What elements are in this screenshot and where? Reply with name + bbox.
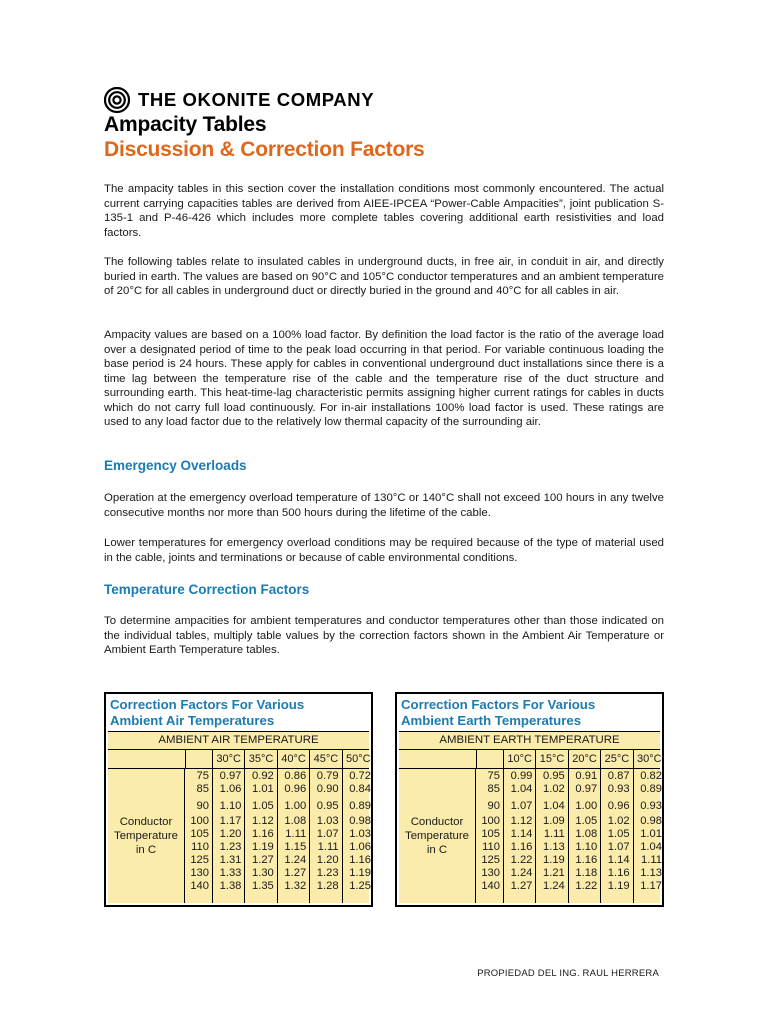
factor-cell: 1.19: [607, 880, 630, 892]
table-body: [476, 769, 660, 903]
correction-paragraph: To determine ampacities for ambient temperatures and conductor temperatures other than those indicated on the individual tables, multiply table values by the correction factors shown in the Ambient Air Temperature or Ambient Earth Temperature tables.: [104, 615, 664, 656]
factor-cell: 1.00: [575, 800, 598, 812]
factor-cell: 1.08: [284, 815, 307, 827]
factor-cell: 1.18: [575, 867, 598, 879]
conductor-temp-cell: 75: [487, 770, 500, 782]
factor-cell: 1.17: [219, 815, 242, 827]
factor-cell: 1.03: [316, 815, 339, 827]
factor-cell: 1.12: [252, 815, 274, 827]
table-title-line: Ambient Earth Temperatures: [401, 713, 582, 728]
factor-cell: 1.38: [219, 880, 242, 892]
factor-cell: 1.22: [575, 880, 598, 892]
footer-owner-text: PROPIEDAD DEL ING. RAUL HERRERA: [477, 968, 659, 979]
factor-cell: 1.10: [219, 800, 242, 812]
factor-cell: 1.16: [575, 854, 598, 866]
factor-cell: 1.14: [510, 828, 533, 840]
temperature-correction-heading: Temperature Correction Factors: [104, 582, 310, 597]
conductor-temp-cell: 75: [196, 770, 209, 782]
row-label-line: Conductor: [119, 816, 173, 828]
factor-cell: 1.04: [640, 841, 662, 853]
intro-paragraph: The ampacity tables in this section cover the installation conditions most commonly encountered. The actual current carrying capacities tables are derived from AIEE-IPCEA “Power-Cable Ampacities”, joint publication S-135-1 and P-46-426 which includes more complete tables covering additional earth resistivities and load factors.: [104, 183, 664, 239]
conductor-temp-cell: 125: [481, 854, 500, 866]
factor-cell: 1.25: [349, 880, 371, 892]
factor-cell: 1.06: [219, 783, 242, 795]
logo-text: THE OKONITE COMPANY: [138, 89, 375, 110]
row-label-line: Temperature: [405, 830, 469, 842]
conductor-temp-cell: 85: [487, 783, 500, 795]
row-label-line: Conductor: [410, 816, 464, 828]
factor-cell: 1.07: [316, 828, 339, 840]
column-header: 40°C: [277, 750, 309, 768]
column-divider: [568, 769, 569, 903]
conductor-temp-cell: 85: [196, 783, 209, 795]
column-divider: [309, 769, 310, 903]
column-divider: [277, 769, 278, 903]
factor-cell: 1.01: [640, 828, 662, 840]
factor-cell: 1.20: [219, 828, 242, 840]
factor-cell: 1.28: [316, 880, 339, 892]
factor-cell: 1.19: [252, 841, 274, 853]
conductor-temp-cell: 130: [481, 867, 500, 879]
conductor-temp-cell: 100: [190, 815, 209, 827]
table-title-line: Correction Factors For Various: [110, 697, 305, 712]
conductor-temp-cell: 140: [481, 880, 500, 892]
conductor-temp-cell: 140: [190, 880, 209, 892]
factor-cell: 1.07: [607, 841, 630, 853]
column-divider: [244, 769, 245, 903]
row-label-line: in C: [135, 844, 157, 856]
factor-cell: 1.19: [349, 867, 371, 879]
factor-cell: 1.08: [575, 828, 598, 840]
company-logo: [104, 87, 374, 113]
factor-cell: 0.86: [284, 770, 307, 782]
factor-cell: 1.11: [285, 828, 307, 840]
earth-correction-table: [395, 692, 664, 907]
column-header-spacer: [185, 750, 212, 768]
table-title-line: Correction Factors For Various: [401, 697, 596, 712]
factor-cell: 1.27: [510, 880, 533, 892]
okonite-logo-icon: [104, 87, 130, 113]
factor-cell: 1.11: [641, 854, 662, 866]
column-divider: [633, 769, 634, 903]
factor-cell: 1.00: [284, 800, 307, 812]
factor-cell: 1.24: [510, 867, 533, 879]
load-factor-paragraph: Ampacity values are based on a 100% load factor. By definition the load factor is the ratio of the average load over a designated period of time to the peak load occurring in that period. For variable continuous loading the base period is 24 hours. These apply for cables in conventional underground duct installations since there is a time lag between the temperature rise of the cable and the temperature rise of the duct structure and surrounding earth. This heat-time-lag characteristic permits assigning higher current ratings for cables in ducts which do not carry full load continuously. For in-air installations 100% load factor is used. These ratings are used to any load factor due to the relatively low thermal capacity of the surrounding air.: [104, 329, 664, 428]
factor-cell: 1.21: [543, 867, 565, 879]
factor-cell: 0.97: [219, 770, 242, 782]
table-title: [401, 697, 595, 729]
factor-cell: 1.04: [543, 800, 565, 812]
factor-cell: 1.11: [543, 828, 565, 840]
factor-cell: 0.95: [543, 770, 565, 782]
factor-cell: 1.32: [284, 880, 307, 892]
column-header-row: [399, 750, 660, 769]
page-subtitle: Discussion & Correction Factors: [104, 138, 425, 161]
factor-cell: 1.16: [510, 841, 533, 853]
column-header: 25°C: [600, 750, 632, 768]
factor-cell: 1.16: [607, 867, 630, 879]
factor-cell: 0.79: [316, 770, 339, 782]
table-body: [185, 769, 369, 903]
factor-cell: 1.14: [607, 854, 630, 866]
row-label-line: in C: [426, 844, 448, 856]
factor-cell: 1.11: [317, 841, 339, 853]
factor-cell: 1.02: [543, 783, 565, 795]
factor-cell: 1.16: [349, 854, 371, 866]
factor-cell: 0.98: [349, 815, 371, 827]
column-header-spacer: [476, 750, 503, 768]
factor-cell: 1.09: [543, 815, 565, 827]
factor-cell: 1.01: [252, 783, 274, 795]
conductor-temp-cell: 110: [482, 841, 500, 853]
factor-cell: 0.72: [349, 770, 371, 782]
factor-cell: 1.22: [510, 854, 533, 866]
conductor-temp-cell: 125: [190, 854, 209, 866]
conductor-temperature-label: [108, 769, 185, 903]
column-header: 15°C: [535, 750, 567, 768]
factor-cell: 0.91: [575, 770, 598, 782]
factor-cell: 0.90: [316, 783, 339, 795]
factor-cell: 1.17: [640, 880, 662, 892]
factor-cell: 1.04: [510, 783, 533, 795]
factor-cell: 0.89: [640, 783, 662, 795]
factor-cell: 1.35: [252, 880, 274, 892]
factor-cell: 1.13: [543, 841, 565, 853]
factor-cell: 1.02: [607, 815, 630, 827]
factor-cell: 0.95: [316, 800, 339, 812]
factor-cell: 1.23: [219, 841, 242, 853]
factor-cell: 1.20: [316, 854, 339, 866]
conductor-temp-cell: 90: [196, 800, 209, 812]
factor-cell: 1.05: [252, 800, 274, 812]
column-divider: [503, 769, 504, 903]
factor-cell: 0.97: [575, 783, 598, 795]
factor-cell: 1.03: [349, 828, 371, 840]
column-header: 30°C: [633, 750, 665, 768]
air-correction-table: [104, 692, 373, 907]
row-label-line: Temperature: [114, 830, 178, 842]
ambient-earth-band: AMBIENT EARTH TEMPERATURE: [399, 731, 660, 750]
column-divider: [342, 769, 343, 903]
column-header: 45°C: [309, 750, 341, 768]
column-header: 20°C: [568, 750, 600, 768]
factor-cell: 0.89: [349, 800, 371, 812]
conductor-temp-cell: 100: [481, 815, 500, 827]
factor-cell: 1.10: [575, 841, 598, 853]
factor-cell: 1.27: [284, 867, 307, 879]
column-divider: [212, 769, 213, 903]
factor-cell: 1.15: [284, 841, 307, 853]
table-title: [110, 697, 304, 729]
column-header: 30°C: [212, 750, 244, 768]
factor-cell: 1.24: [284, 854, 307, 866]
factor-cell: 1.07: [510, 800, 533, 812]
factor-cell: 0.84: [349, 783, 371, 795]
factor-cell: 0.96: [607, 800, 630, 812]
column-header: 35°C: [244, 750, 276, 768]
conductor-temp-cell: 130: [190, 867, 209, 879]
factor-cell: 1.31: [219, 854, 242, 866]
factor-cell: 1.27: [252, 854, 274, 866]
column-header: 10°C: [503, 750, 535, 768]
factor-cell: 1.24: [543, 880, 565, 892]
factor-cell: 0.82: [640, 770, 662, 782]
conductor-temp-cell: 90: [487, 800, 500, 812]
column-divider: [535, 769, 536, 903]
factor-cell: 0.98: [640, 815, 662, 827]
page-title: Ampacity Tables: [104, 113, 267, 136]
factor-cell: 0.96: [284, 783, 307, 795]
column-divider: [600, 769, 601, 903]
ambient-air-band: AMBIENT AIR TEMPERATURE: [108, 731, 369, 750]
factor-cell: 1.33: [219, 867, 242, 879]
factor-cell: 1.19: [543, 854, 565, 866]
factor-cell: 1.05: [607, 828, 630, 840]
conductor-temp-cell: 105: [190, 828, 209, 840]
conductor-temp-cell: 105: [481, 828, 500, 840]
factor-cell: 0.99: [510, 770, 533, 782]
tables-paragraph: The following tables relate to insulated cables in underground ducts, in free air, in conduit in air, and directly buried in earth. The values are based on 90°C and 105°C conductor temperatures and an ambient temperature of 20°C for all cables in underground duct or directly buried in the ground and 40°C for all cables in air.: [104, 256, 664, 297]
emergency-overloads-heading: Emergency Overloads: [104, 458, 247, 473]
conductor-temperature-label: [399, 769, 476, 903]
factor-cell: 1.23: [316, 867, 339, 879]
column-header-row: [108, 750, 369, 769]
factor-cell: 0.93: [607, 783, 630, 795]
factor-cell: 0.93: [640, 800, 662, 812]
factor-cell: 1.13: [640, 867, 662, 879]
conductor-temp-cell: 110: [191, 841, 209, 853]
factor-cell: 1.30: [252, 867, 274, 879]
factor-cell: 1.16: [252, 828, 274, 840]
factor-cell: 1.06: [349, 841, 371, 853]
table-title-line: Ambient Air Temperatures: [110, 713, 275, 728]
factor-cell: 0.92: [252, 770, 274, 782]
factor-cell: 1.05: [575, 815, 598, 827]
factor-cell: 0.87: [607, 770, 630, 782]
emergency-paragraph: Operation at the emergency overload temperature of 130°C or 140°C shall not exceed 100 hours in any twelve consecutive months nor more than 500 hours during the lifetime of the cable.: [104, 492, 664, 519]
column-header: 50°C: [342, 750, 374, 768]
factor-cell: 1.12: [510, 815, 533, 827]
lower-temp-paragraph: Lower temperatures for emergency overload conditions may be required because of the type of material used in the cable, joints and terminations or because of cable environmental conditions.: [104, 537, 664, 564]
